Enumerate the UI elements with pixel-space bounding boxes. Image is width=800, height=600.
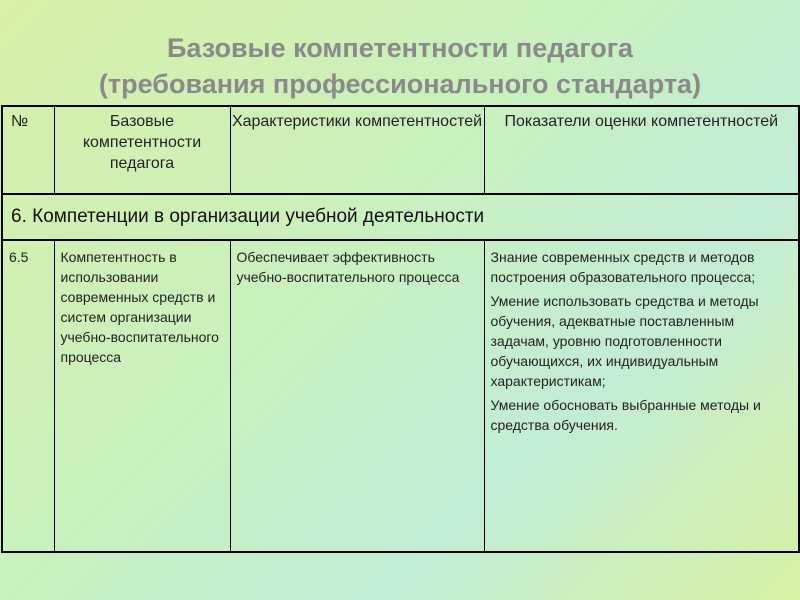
- row-characteristic: Обеспечивает эффективность учебно-воспитательного процесса: [230, 240, 484, 552]
- row-indicators: [484, 240, 799, 552]
- indicator-item: Знание современных средств и методов построения образовательного процесса;: [490, 249, 756, 285]
- title-line-1: Базовые компетентности педагога: [166, 33, 634, 63]
- header-indicators: Показатели оценки компетентностей: [484, 106, 799, 194]
- section-title: 6. Компетенции в организации учебной деятельности: [2, 194, 799, 240]
- header-row: [2, 106, 799, 194]
- indicator-item: Умение использовать средства и методы обучения, адекватные поставленным задачам, уровню подготовленности обучающихся, их индивидуальным характеристикам;: [490, 293, 759, 389]
- header-number: №: [2, 106, 54, 194]
- row-competence: Компетентность в использовании современных средств и систем организации учебно-воспитательного процесса: [54, 240, 230, 552]
- page-title: [0, 30, 800, 102]
- row-number: 6.5: [2, 240, 54, 552]
- indicator-item: Умение обосновать выбранные методы и средства обучения.: [490, 397, 761, 433]
- competence-table: [1, 105, 800, 553]
- header-characteristic: Характеристики компетентностей: [230, 106, 484, 194]
- section-row: [2, 194, 799, 240]
- table-row: [2, 240, 799, 552]
- header-competence: Базовые компетентности педагога: [54, 106, 230, 194]
- title-line-2: (требования профессионального стандарта): [98, 69, 702, 99]
